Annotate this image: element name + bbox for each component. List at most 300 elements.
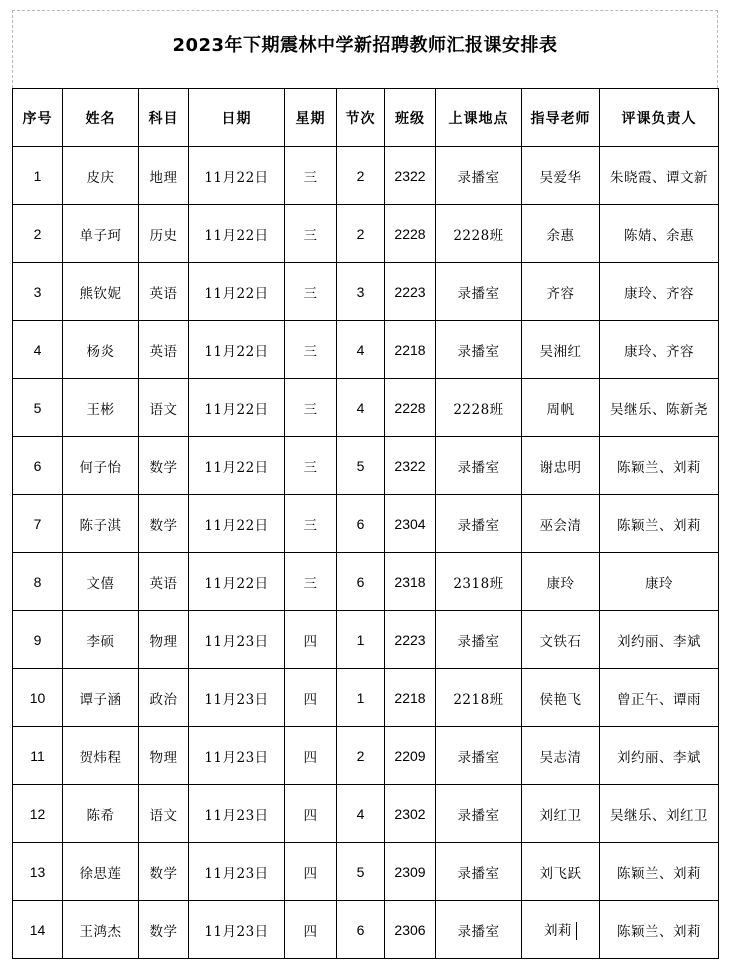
cell-reviewers-text: 曾正午、谭雨	[617, 691, 701, 708]
cell-class	[385, 205, 436, 263]
cell-no	[13, 263, 63, 321]
cell-mentor	[522, 785, 600, 843]
cell-reviewers	[600, 263, 719, 321]
cell-name-text: 熊钦妮	[79, 285, 122, 302]
cell-subject-text: 英语	[149, 575, 178, 592]
cell-period-text: 4	[356, 805, 365, 822]
cell-no	[13, 611, 63, 669]
cell-no-text: 14	[29, 921, 46, 938]
cell-weekday-text: 三	[303, 343, 318, 360]
cell-mentor	[522, 379, 600, 437]
cell-reviewers-text: 陈颖兰、刘莉	[617, 517, 701, 534]
cell-subject-text: 语文	[149, 807, 178, 824]
table-row	[13, 263, 719, 321]
cell-weekday-text: 四	[303, 865, 318, 882]
cell-subject	[139, 727, 189, 785]
cell-class-text: 2228	[394, 225, 426, 242]
cell-date	[189, 901, 285, 959]
header-weekday: 星期	[285, 89, 337, 147]
cell-no-text: 5	[33, 399, 42, 416]
cell-weekday	[285, 263, 337, 321]
cell-weekday-text: 三	[303, 575, 318, 592]
cell-location-text: 2228班	[453, 401, 504, 418]
header-location: 上课地点	[436, 89, 522, 147]
cell-mentor	[522, 843, 600, 901]
cell-location-text: 录播室	[457, 169, 500, 186]
cell-class	[385, 321, 436, 379]
cell-weekday-text: 三	[303, 227, 318, 244]
cell-date	[189, 727, 285, 785]
cell-location-text: 录播室	[457, 865, 500, 882]
cell-class-text: 2218	[394, 341, 426, 358]
header-class: 班级	[385, 89, 436, 147]
cell-name	[63, 553, 139, 611]
cell-class	[385, 611, 436, 669]
cell-date	[189, 669, 285, 727]
table-header-row	[13, 89, 719, 147]
cell-class	[385, 553, 436, 611]
cell-mentor-text: 侯艳飞	[539, 691, 582, 708]
cell-name	[63, 669, 139, 727]
cell-name-text: 皮庆	[86, 169, 115, 186]
cell-class	[385, 843, 436, 901]
cell-name-text: 徐思莲	[79, 865, 122, 882]
cell-location	[436, 263, 522, 321]
cell-reviewers-text: 吴继乐、陈新尧	[610, 401, 708, 418]
cell-weekday	[285, 205, 337, 263]
cell-reviewers	[600, 611, 719, 669]
cell-name-text: 文僖	[86, 575, 115, 592]
header-date: 日期	[189, 89, 285, 147]
cell-reviewers	[600, 901, 719, 959]
cell-name-text: 王彬	[86, 401, 115, 418]
cell-mentor-text: 余惠	[546, 227, 575, 244]
cell-no	[13, 321, 63, 379]
cell-location	[436, 785, 522, 843]
cell-date	[189, 437, 285, 495]
cell-date	[189, 205, 285, 263]
cell-subject	[139, 611, 189, 669]
cell-location-text: 录播室	[457, 517, 500, 534]
cell-date-text: 11月22日	[204, 285, 269, 302]
cell-date-text: 11月22日	[204, 517, 269, 534]
cell-location-text: 2228班	[453, 227, 504, 244]
cell-period	[337, 727, 385, 785]
cell-mentor	[522, 205, 600, 263]
cell-no-text: 12	[29, 805, 46, 822]
cell-weekday-text: 四	[303, 923, 318, 940]
cell-mentor-text: 齐容	[546, 285, 575, 302]
cell-no-text: 2	[33, 225, 42, 242]
document-sheet	[12, 10, 718, 972]
cell-mentor-text: 吴志清	[539, 749, 582, 766]
table-row	[13, 553, 719, 611]
cell-reviewers-text: 陈颖兰、刘莉	[617, 865, 701, 882]
cell-date	[189, 611, 285, 669]
table-row	[13, 147, 719, 205]
cell-date-text: 11月22日	[204, 459, 269, 476]
table-row	[13, 611, 719, 669]
cell-period	[337, 553, 385, 611]
cell-period	[337, 495, 385, 553]
table-row	[13, 785, 719, 843]
cell-weekday-text: 四	[303, 691, 318, 708]
cell-no-text: 8	[33, 573, 42, 590]
cell-mentor	[522, 321, 600, 379]
header-subject: 科目	[139, 89, 189, 147]
cell-weekday-text: 三	[303, 459, 318, 476]
cell-date-text: 11月23日	[204, 807, 269, 824]
cell-name-text: 陈希	[86, 807, 115, 824]
cell-weekday	[285, 727, 337, 785]
cell-period	[337, 205, 385, 263]
cell-date-text: 11月23日	[204, 923, 269, 940]
cell-name	[63, 379, 139, 437]
cell-period	[337, 379, 385, 437]
cell-subject	[139, 379, 189, 437]
cell-period	[337, 611, 385, 669]
cell-no	[13, 205, 63, 263]
cell-weekday	[285, 785, 337, 843]
cell-reviewers	[600, 495, 719, 553]
cell-no	[13, 727, 63, 785]
cell-mentor-text: 巫会清	[539, 517, 582, 534]
cell-reviewers	[600, 205, 719, 263]
cell-mentor	[522, 553, 600, 611]
cell-period-text: 1	[356, 631, 365, 648]
cell-class-text: 2309	[394, 863, 426, 880]
cell-subject-text: 数学	[149, 865, 178, 882]
table-row	[13, 901, 719, 959]
cell-mentor-text: 周帆	[546, 401, 575, 418]
cell-period	[337, 321, 385, 379]
cell-mentor-text: 谢忠明	[539, 459, 582, 476]
cell-reviewers-text: 陈婧、余惠	[624, 227, 694, 244]
header-period: 节次	[337, 89, 385, 147]
cell-class	[385, 263, 436, 321]
cell-name	[63, 263, 139, 321]
cell-class	[385, 379, 436, 437]
cell-period	[337, 147, 385, 205]
cell-subject	[139, 901, 189, 959]
cell-location-text: 录播室	[457, 285, 500, 302]
cell-no-text: 6	[33, 457, 42, 474]
cell-subject-text: 英语	[149, 343, 178, 360]
cell-mentor	[522, 669, 600, 727]
cell-name-text: 何子怡	[79, 459, 122, 476]
cell-date-text: 11月22日	[204, 343, 269, 360]
cell-reviewers	[600, 553, 719, 611]
cell-no-text: 4	[33, 341, 42, 358]
cell-weekday-text: 四	[303, 633, 318, 650]
cell-weekday	[285, 669, 337, 727]
table-row	[13, 843, 719, 901]
cell-mentor	[522, 437, 600, 495]
cell-mentor-text: 刘莉	[544, 922, 572, 939]
cell-reviewers-text: 刘约丽、李斌	[617, 633, 701, 650]
cell-date	[189, 147, 285, 205]
cell-date-text: 11月22日	[204, 575, 269, 592]
cell-reviewers-text: 刘约丽、李斌	[617, 749, 701, 766]
table-row	[13, 379, 719, 437]
header-reviewers: 评课负责人	[600, 89, 719, 147]
cell-name-text: 王鸿杰	[79, 923, 122, 940]
cell-class-text: 2302	[394, 805, 426, 822]
cell-subject	[139, 147, 189, 205]
cell-weekday	[285, 901, 337, 959]
cell-mentor	[522, 147, 600, 205]
cell-name	[63, 147, 139, 205]
cell-location-text: 2318班	[453, 575, 504, 592]
cell-no	[13, 553, 63, 611]
cell-location	[436, 379, 522, 437]
cell-mentor	[522, 495, 600, 553]
cell-no	[13, 901, 63, 959]
cell-date	[189, 785, 285, 843]
cell-subject	[139, 553, 189, 611]
cell-reviewers	[600, 379, 719, 437]
cell-date	[189, 379, 285, 437]
cell-subject	[139, 843, 189, 901]
cell-mentor	[522, 611, 600, 669]
cell-name-text: 杨炎	[86, 343, 115, 360]
table-row	[13, 669, 719, 727]
cell-period-text: 2	[356, 167, 365, 184]
cell-location	[436, 669, 522, 727]
cell-reviewers	[600, 321, 719, 379]
cell-period	[337, 437, 385, 495]
cell-location-text: 录播室	[457, 343, 500, 360]
cell-period-text: 5	[356, 457, 365, 474]
cell-name-text: 陈子淇	[79, 517, 122, 534]
cell-weekday	[285, 379, 337, 437]
cell-name-text: 李硕	[86, 633, 115, 650]
cell-date	[189, 321, 285, 379]
cell-mentor-text: 康玲	[546, 575, 575, 592]
cell-class-text: 2228	[394, 399, 426, 416]
cell-class	[385, 727, 436, 785]
cell-subject-text: 物理	[149, 749, 178, 766]
cell-weekday-text: 三	[303, 285, 318, 302]
cell-name	[63, 495, 139, 553]
cell-subject	[139, 263, 189, 321]
cell-reviewers	[600, 727, 719, 785]
cell-date-text: 11月23日	[204, 865, 269, 882]
cell-mentor	[522, 263, 600, 321]
cell-subject-text: 数学	[149, 459, 178, 476]
cell-subject	[139, 321, 189, 379]
cell-subject-text: 地理	[149, 169, 178, 186]
cell-weekday-text: 三	[303, 517, 318, 534]
cell-name-text: 谭子涵	[79, 691, 122, 708]
cell-class	[385, 785, 436, 843]
cell-mentor-text: 文铁石	[539, 633, 582, 650]
cell-reviewers-text: 朱晓霞、谭文新	[610, 169, 708, 186]
cell-class	[385, 901, 436, 959]
cell-subject	[139, 495, 189, 553]
cell-location	[436, 843, 522, 901]
cell-no-text: 10	[29, 689, 46, 706]
cell-reviewers	[600, 437, 719, 495]
header-name: 姓名	[63, 89, 139, 147]
cell-mentor	[522, 901, 600, 959]
cell-period-text: 2	[356, 747, 365, 764]
cell-class-text: 2304	[394, 515, 426, 532]
table-row	[13, 727, 719, 785]
cell-weekday	[285, 843, 337, 901]
cell-period-text: 2	[356, 225, 365, 242]
cell-location-text: 录播室	[457, 633, 500, 650]
cell-class-text: 2209	[394, 747, 426, 764]
cell-period-text: 6	[356, 573, 365, 590]
cell-class-text: 2318	[394, 573, 426, 590]
cell-date-text: 11月22日	[204, 169, 269, 186]
cell-name	[63, 205, 139, 263]
header-no: 序号	[13, 89, 63, 147]
cell-reviewers-text: 陈颖兰、刘莉	[617, 459, 701, 476]
cell-period	[337, 785, 385, 843]
cell-no	[13, 495, 63, 553]
cell-name	[63, 843, 139, 901]
cell-reviewers-text: 康玲	[645, 575, 673, 592]
cell-location	[436, 437, 522, 495]
cell-name-text: 贺炜程	[79, 749, 122, 766]
schedule-table	[12, 88, 719, 959]
cell-subject	[139, 205, 189, 263]
cell-no-text: 9	[33, 631, 42, 648]
cell-class-text: 2322	[394, 167, 426, 184]
cell-subject-text: 数学	[149, 923, 178, 940]
table-row	[13, 205, 719, 263]
cell-weekday	[285, 553, 337, 611]
cell-weekday-text: 四	[303, 807, 318, 824]
cell-no-text: 13	[29, 863, 46, 880]
cell-date-text: 11月22日	[204, 401, 269, 418]
cell-no-text: 3	[33, 283, 42, 300]
cell-location-text: 录播室	[457, 923, 500, 940]
cell-weekday	[285, 147, 337, 205]
cell-class	[385, 437, 436, 495]
cell-reviewers-text: 陈颖兰、刘莉	[617, 923, 701, 940]
cell-period-text: 3	[356, 283, 365, 300]
cell-location-text: 录播室	[457, 459, 500, 476]
cell-no	[13, 147, 63, 205]
cell-date-text: 11月23日	[204, 633, 269, 650]
cell-subject-text: 政治	[149, 691, 178, 708]
cell-weekday	[285, 495, 337, 553]
cell-name	[63, 785, 139, 843]
cell-class-text: 2223	[394, 283, 426, 300]
cell-reviewers-text: 康玲、齐容	[624, 343, 694, 360]
cell-reviewers	[600, 785, 719, 843]
cell-no	[13, 669, 63, 727]
cell-location	[436, 321, 522, 379]
cell-subject-text: 历史	[149, 227, 178, 244]
header-mentor: 指导老师	[522, 89, 600, 147]
cell-date-text: 11月23日	[204, 691, 269, 708]
cell-mentor-text: 吴湘红	[539, 343, 582, 360]
cell-period-text: 5	[356, 863, 365, 880]
cell-no	[13, 379, 63, 437]
cell-subject-text: 物理	[149, 633, 178, 650]
text-cursor	[576, 922, 577, 940]
cell-location	[436, 901, 522, 959]
cell-weekday-text: 三	[303, 169, 318, 186]
cell-period-text: 4	[356, 341, 365, 358]
cell-no-text: 11	[30, 747, 45, 764]
cell-class-text: 2223	[394, 631, 426, 648]
cell-name	[63, 437, 139, 495]
cell-location	[436, 147, 522, 205]
cell-date	[189, 495, 285, 553]
cell-reviewers-text: 康玲、齐容	[624, 285, 694, 302]
cell-location	[436, 727, 522, 785]
title-area	[12, 10, 718, 88]
cell-name	[63, 611, 139, 669]
cell-location-text: 2218班	[453, 691, 504, 708]
cell-mentor-text: 吴爱华	[539, 169, 582, 186]
cell-class-text: 2322	[394, 457, 426, 474]
cell-mentor-text: 刘红卫	[539, 807, 582, 824]
cell-name	[63, 901, 139, 959]
cell-reviewers	[600, 669, 719, 727]
cell-period	[337, 843, 385, 901]
cell-subject-text: 英语	[149, 285, 178, 302]
cell-period-text: 4	[356, 399, 365, 416]
cell-period-text: 6	[356, 921, 365, 938]
cell-date-text: 11月23日	[204, 749, 269, 766]
cell-weekday-text: 三	[303, 401, 318, 418]
cell-class-text: 2306	[394, 921, 426, 938]
cell-date	[189, 553, 285, 611]
cell-class	[385, 669, 436, 727]
cell-location-text: 录播室	[457, 749, 500, 766]
cell-period	[337, 263, 385, 321]
cell-reviewers	[600, 147, 719, 205]
cell-no-text: 1	[33, 167, 42, 184]
cell-location	[436, 611, 522, 669]
cell-no	[13, 843, 63, 901]
cell-date	[189, 263, 285, 321]
cell-reviewers-text: 吴继乐、刘红卫	[610, 807, 708, 824]
cell-period	[337, 901, 385, 959]
cell-period	[337, 669, 385, 727]
cell-subject	[139, 669, 189, 727]
table-row	[13, 495, 719, 553]
cell-no-text: 7	[33, 515, 42, 532]
cell-class-text: 2218	[394, 689, 426, 706]
cell-mentor-text: 刘飞跃	[539, 865, 582, 882]
cell-location	[436, 495, 522, 553]
cell-subject-text: 数学	[149, 517, 178, 534]
cell-location	[436, 205, 522, 263]
cell-class	[385, 495, 436, 553]
cell-location-text: 录播室	[457, 807, 500, 824]
cell-no	[13, 785, 63, 843]
cell-no	[13, 437, 63, 495]
cell-weekday	[285, 321, 337, 379]
cell-reviewers	[600, 843, 719, 901]
cell-period-text: 1	[356, 689, 365, 706]
table-body	[13, 147, 719, 959]
cell-class	[385, 147, 436, 205]
cell-subject	[139, 785, 189, 843]
cell-weekday-text: 四	[303, 749, 318, 766]
cell-name	[63, 321, 139, 379]
cell-period-text: 6	[356, 515, 365, 532]
cell-name	[63, 727, 139, 785]
cell-date	[189, 843, 285, 901]
